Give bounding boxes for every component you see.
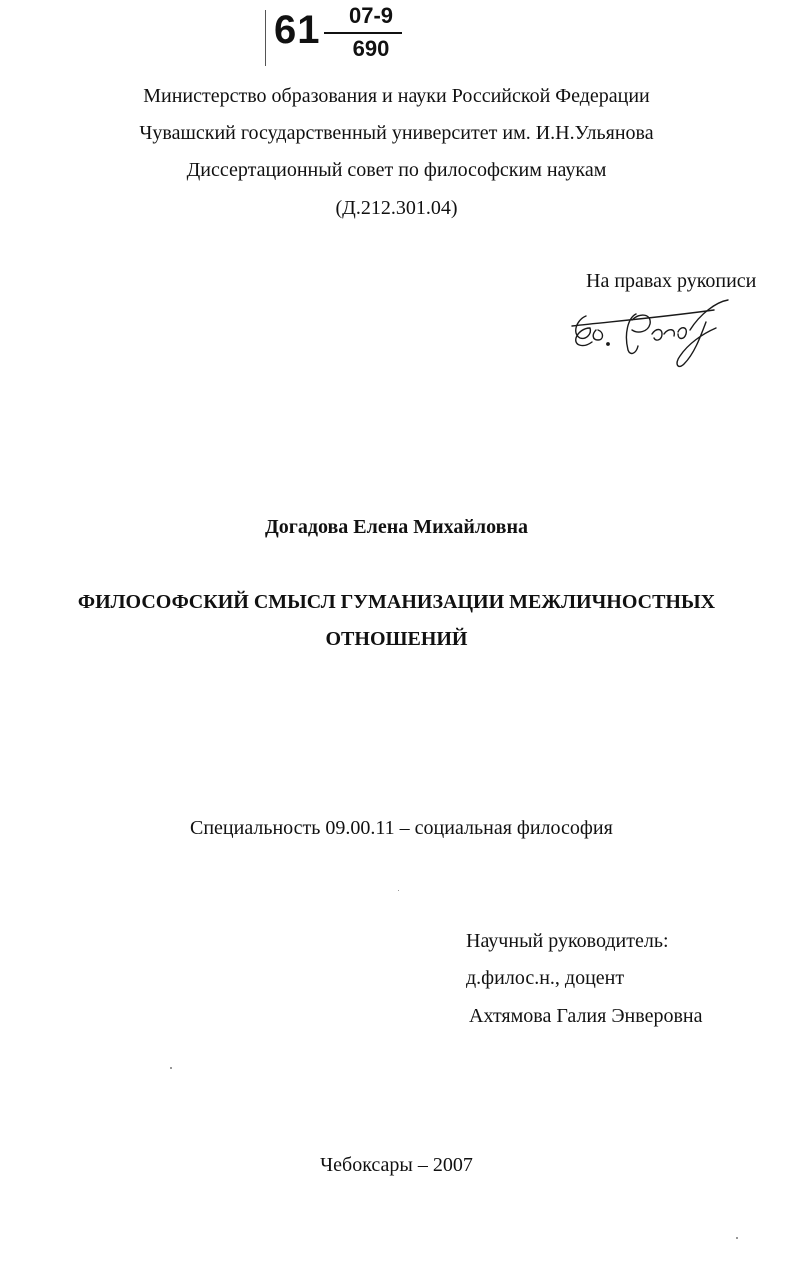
supervisor-label: Научный руководитель: [466,930,669,952]
author-name: Догадова Елена Михайловна [265,516,528,538]
council-code-line: (Д.212.301.04) [335,197,458,219]
thesis-title-line-2: ОТНОШЕНИЙ [325,628,468,650]
stamp-numerator: 07-9 [348,3,394,28]
supervisor-degree: д.филос.н., доцент [466,967,625,989]
stamp-fraction-bar [324,32,402,34]
stamp-rule [265,10,266,66]
signature-icon [566,294,741,372]
council-line: Диссертационный совет по философским наукам [186,159,607,181]
university-line: Чувашский государственный университет им. И.Н.Ульянова [139,122,654,144]
library-stamp [262,0,422,72]
stamp-denominator: 690 [352,36,390,61]
scan-speck [170,1067,172,1069]
manuscript-note: На правах рукописи [586,270,757,292]
stamp-main-number: 61 [274,8,321,52]
ministry-line: Министерство образования и науки Российской Федерации [143,85,650,107]
city-year: Чебоксары – 2007 [320,1154,473,1176]
scan-speck [736,1237,738,1239]
thesis-title-line-1: ФИЛОСОФСКИЙ СМЫСЛ ГУМАНИЗАЦИИ МЕЖЛИЧНОСТНЫХ [77,591,716,613]
scan-speck [398,890,399,891]
specialty-line: Специальность 09.00.11 – социальная философия [190,817,613,839]
supervisor-name: Ахтямова Галия Энверовна [469,1005,703,1027]
